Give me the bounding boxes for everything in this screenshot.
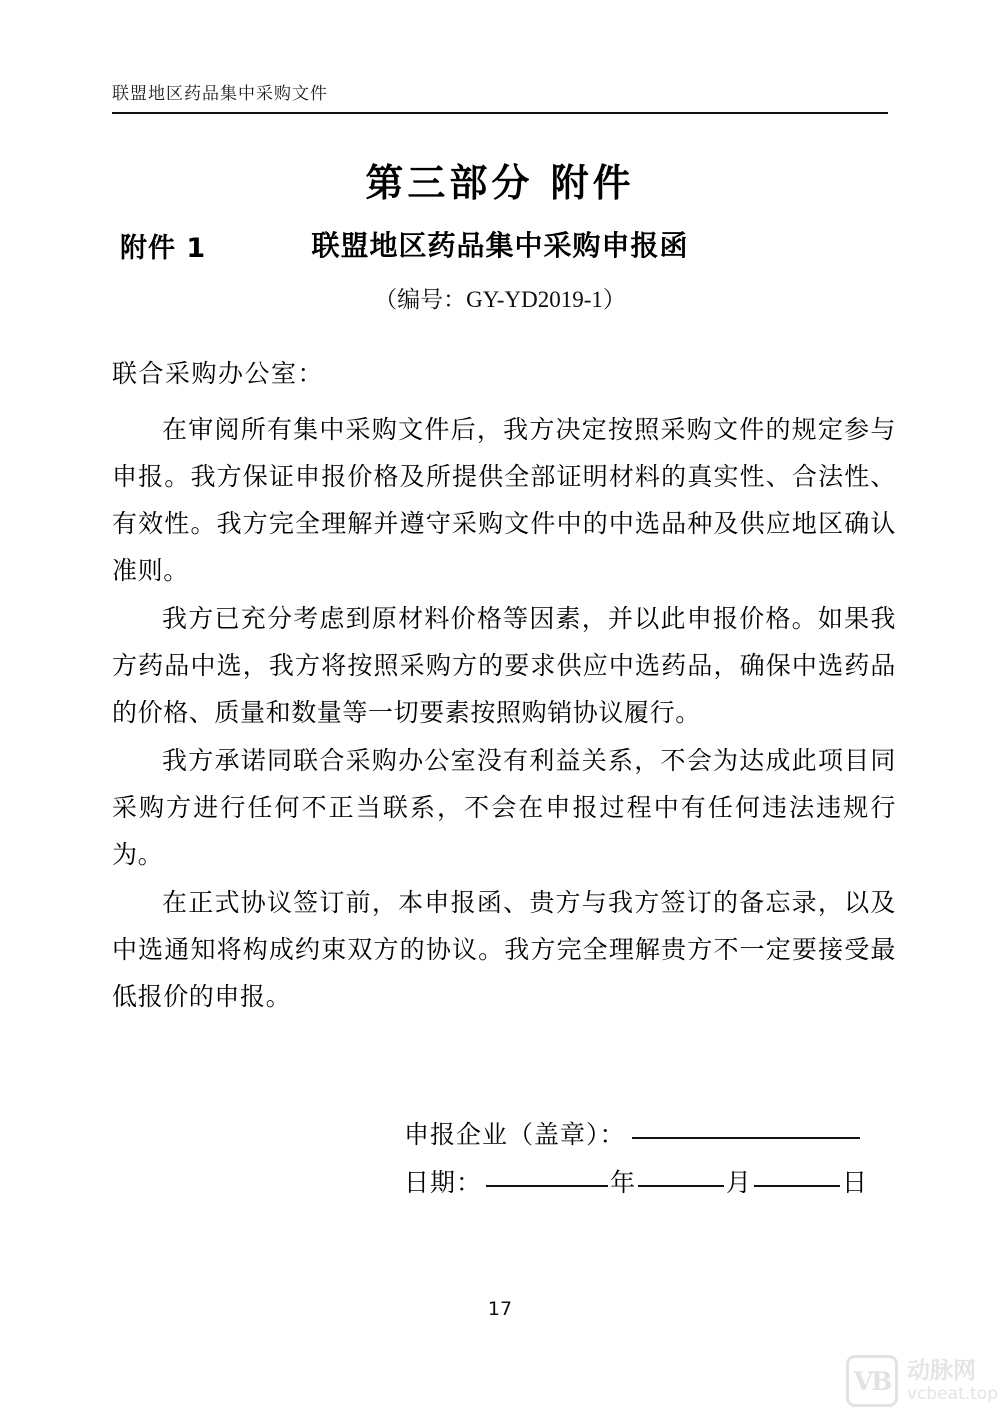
- page-number: 17: [487, 1298, 513, 1320]
- attachment-label: 附件 1: [120, 233, 207, 264]
- date-year-input-line[interactable]: [486, 1185, 608, 1187]
- attachment-title: 联盟地区药品集中采购申报函: [311, 229, 689, 262]
- page-title: 第三部分 附件: [365, 160, 635, 205]
- watermark-brand-cn: 动脉网: [907, 1357, 976, 1384]
- body-paragraph: 我方承诺同联合采购办公室没有利益关系，不会为达成此项目同采购方进行任何不正当联系，不会在申报过程中有任何违法违规行为。: [112, 748, 896, 869]
- body-paragraph: 在正式协议签订前，本申报函、贵方与我方签订的备忘录，以及中选通知将构成约束双方的协议。我方完全理解贵方不一定要接受最低报价的申报。: [112, 890, 896, 1011]
- watermark: [846, 1352, 999, 1410]
- header-divider: [112, 112, 888, 114]
- date-day-input-line[interactable]: [754, 1185, 840, 1187]
- document-number: （编号：GY-YD2019-1）: [374, 287, 626, 312]
- body-paragraph: 在审阅所有集中采购文件后，我方决定按照采购文件的规定参与申报。我方保证申报价格及所提供全部证明材料的真实性、合法性、有效性。我方完全理解并遵守采购文件中的中选品种及供应地区确认准则。: [112, 417, 896, 585]
- watermark-brand-en: vcbeat.top: [907, 1384, 999, 1405]
- date-signature-row: [404, 1160, 904, 1208]
- month-unit-label: 月: [726, 1170, 753, 1197]
- date-label: 日期：: [404, 1170, 483, 1197]
- document-body: [112, 362, 896, 1022]
- date-month-input-line[interactable]: [638, 1185, 724, 1187]
- company-signature-row: [404, 1112, 904, 1160]
- running-header-title: 联盟地区药品集中采购文件: [112, 84, 328, 103]
- watermark-wordmark: [907, 1359, 998, 1403]
- company-signature-line[interactable]: [632, 1137, 860, 1139]
- day-unit-label: 日: [842, 1170, 869, 1197]
- vb-logo-text: VB: [853, 1366, 891, 1396]
- body-paragraph: 我方已充分考虑到原材料价格等因素，并以此申报价格。如果我方药品中选，我方将按照采购方的要求供应中选药品，确保中选药品的价格、质量和数量等一切要素按照购销协议履行。: [112, 606, 896, 727]
- vb-logo-icon: [846, 1355, 898, 1407]
- page-header: [112, 84, 888, 114]
- attachment-heading-row: [112, 224, 888, 268]
- salutation: 联合采购办公室：: [112, 361, 325, 388]
- signature-block: [404, 1112, 904, 1208]
- year-unit-label: 年: [610, 1170, 637, 1197]
- company-signature-label: 申报企业（盖章）：: [404, 1122, 626, 1149]
